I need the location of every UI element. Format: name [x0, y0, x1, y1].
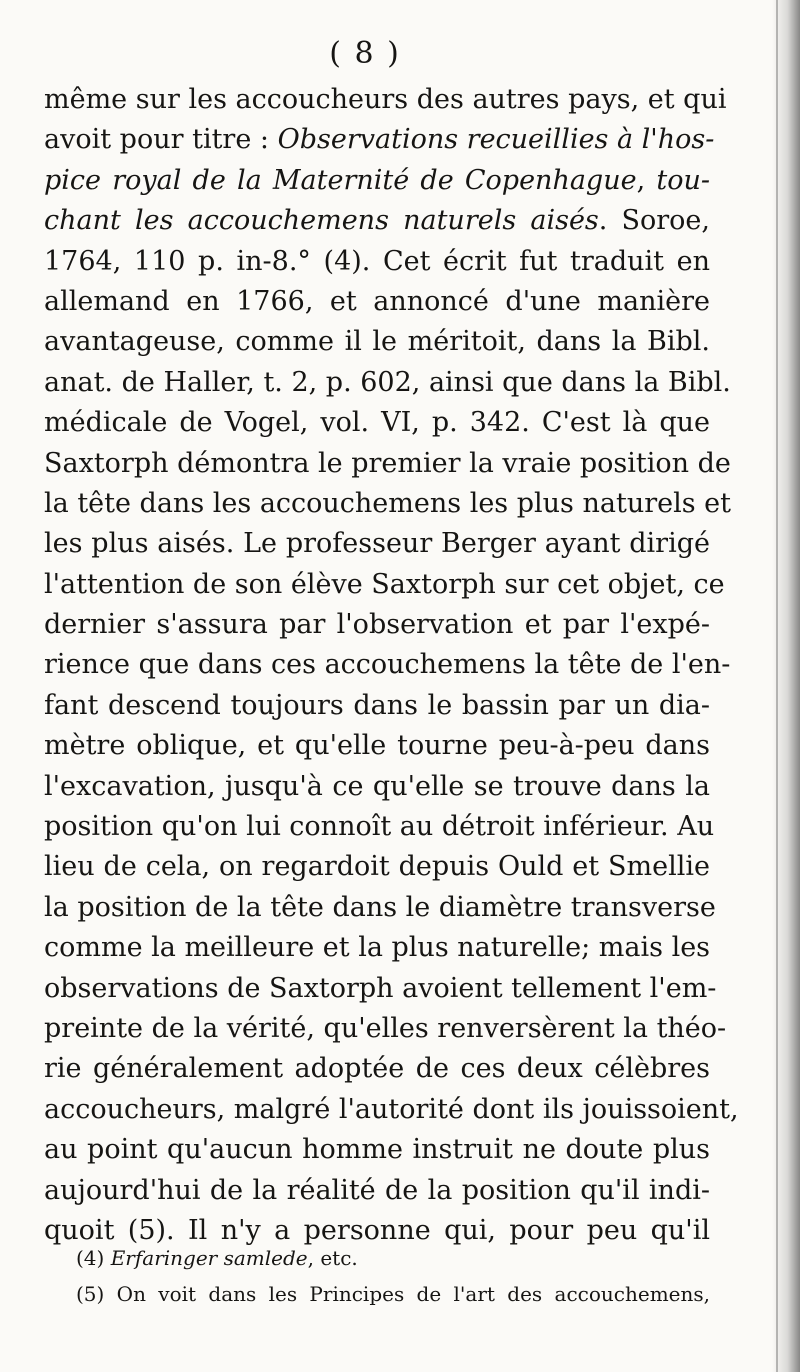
text-line-4-italic: chant les accouchemens naturels aisés: [44, 205, 599, 237]
text-line-3-italic-b: tou-: [656, 164, 710, 196]
text-line-18: l'excavation, jusqu'à ce qu'elle se trouve dans la: [44, 770, 710, 802]
text-line-11: la tête dans les accouchemens les plus naturels et: [44, 487, 732, 519]
text-line-15: rience que dans ces accouchemens la tête de l'en-: [44, 649, 731, 681]
text-line-12: les plus aisés. Le professeur Berger ayant dirigé: [44, 528, 710, 560]
text-line-3-comma: ,: [636, 164, 657, 196]
text-line-6: allemand en 1766, et annoncé d'une manière: [44, 285, 710, 317]
text-line-28: aujourd'hui de la réalité de la position qu'il indi-: [44, 1174, 710, 1206]
text-line-27: au point qu'aucun homme instruit ne doute plus: [44, 1134, 710, 1166]
page-edge-line: [776, 0, 778, 1372]
footnote-5: (5) On voit dans les Principes de l'art des accouchemens,: [76, 1282, 710, 1306]
text-line-1: même sur les accoucheurs des autres pays, et qui: [44, 84, 727, 115]
text-line-2-roman: avoit pour titre :: [44, 124, 278, 156]
body-text: [44, 80, 739, 1251]
text-line-20: lieu de cela, on regardoit depuis Ould et Smellie: [44, 851, 710, 883]
footnote-4-title: Erfaringer samlede: [110, 1246, 308, 1270]
text-line-16: fant descend toujours dans le bassin par un dia-: [44, 689, 710, 721]
text-line-10: Saxtorph démontra le premier la vraie position de: [44, 447, 731, 479]
footnotes: [44, 1240, 710, 1312]
text-line-9: médicale de Vogel, vol. VI, p. 342. C'est là que: [44, 407, 710, 439]
text-line-2: [44, 120, 715, 160]
text-line-23: observations de Saxtorph avoient tellement l'em-: [44, 972, 717, 1004]
text-line-25: rie généralement adoptée de ces deux célèbres: [44, 1053, 710, 1085]
text-line-21: la position de la tête dans le diamètre transverse: [44, 891, 716, 923]
text-line-2-italic: Observations recueillies à l'hos-: [277, 124, 715, 156]
text-line-3: [44, 161, 710, 201]
text-line-24: preinte de la vérité, qu'elles renversèrent la théo-: [44, 1012, 727, 1044]
text-line-19: position qu'on lui connoît au détroit inférieur. Au: [44, 811, 715, 843]
text-line-17: mètre oblique, et qu'elle tourne peu-à-peu dans: [44, 730, 710, 762]
text-line-26: accoucheurs, malgré l'autorité dont ils jouissoient,: [44, 1093, 739, 1125]
text-line-22: comme la meilleure et la plus naturelle; mais les: [44, 932, 711, 964]
text-line-7: avantageuse, comme il le méritoit, dans la Bibl.: [44, 326, 710, 358]
page-number: ( 8 ): [329, 36, 401, 71]
text-line-3-italic-a: pice royal de la Maternité de Copenhague: [44, 164, 637, 196]
text-line-13: l'attention de son élève Saxtorph sur cet objet, ce: [44, 568, 725, 600]
text-line-5: 1764, 110 p. in-8.° (4). Cet écrit fut traduit en: [44, 245, 710, 277]
footnote-4: [44, 1240, 710, 1276]
footnote-4-marker: (4): [76, 1246, 105, 1270]
text-line-4: [44, 201, 710, 241]
footnote-4-rest: , etc.: [307, 1246, 358, 1270]
text-line-4-roman: . Soroe,: [598, 205, 710, 237]
text-line-8: anat. de Haller, t. 2, p. 602, ainsi que dans la Bibl.: [44, 366, 731, 398]
text-line-14: dernier s'assura par l'observation et par l'expé-: [44, 609, 710, 641]
text-line-29: quoit (5). Il n'y a personne qui, pour peu qu'il: [44, 1214, 710, 1246]
